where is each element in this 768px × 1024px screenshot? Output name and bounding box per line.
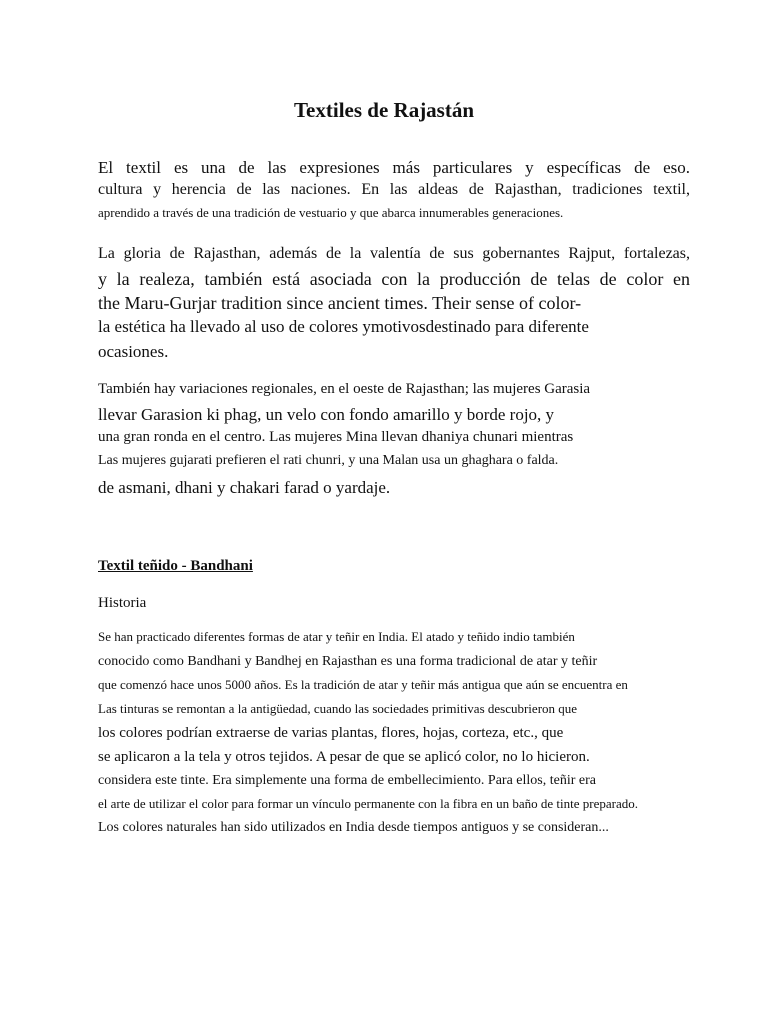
gloria-line: la estética ha llevado al uso de colores ymotivosdestinado para diferente [98,317,589,336]
subheading: Historia [98,595,147,611]
intro-line: cultura y herencia de las naciones. En las aldeas de Rajasthan, tradiciones textil, [98,181,690,198]
variaciones-line: una gran ronda en el centro. Las mujeres Mina llevan dhaniya chunari mientras [98,429,574,445]
variaciones-line: de asmani, dhani y chakari farad o yardaje. [98,478,391,497]
historia-line: los colores podrían extraerse de varias plantas, flores, hojas, corteza, etc., que [98,725,564,741]
intro-line: El textil es una de las expresiones más particulares y específicas de eso. [98,158,690,177]
variaciones-line: También hay variaciones regionales, en el oeste de Rajasthan; las mujeres Garasia [98,381,591,397]
historia-line: considera este tinte. Era simplemente una forma de embellecimiento. Para ellos, teñir era [98,773,596,788]
variaciones-line: Las mujeres gujarati prefieren el rati chunri, y una Malan usa un ghaghara o falda. [98,453,559,468]
gloria-line: the Maru-Gurjar tradition since ancient times. Their sense of color- [98,293,582,313]
historia-line: Los colores naturales han sido utilizados en India desde tiempos antiguos y se consideran... [98,820,609,835]
historia-line: se aplicaron a la tela y otros tejidos. A pesar de que se aplicó color, no lo hicieron. [98,749,590,765]
historia-line: el arte de utilizar el color para formar un vínculo permanente con la fibra en un baño de tinte preparado. [98,796,638,811]
historia-line: Las tinturas se remontan a la antigüedad, cuando las sociedades primitivas descubrieron que [98,701,578,716]
section-heading: Textil teñido - Bandhani [98,558,253,574]
historia-line: Se han practicado diferentes formas de atar y teñir en India. El atado y teñido indio también [98,629,575,644]
gloria-line: ocasiones. [98,342,169,361]
historia-line: que comenzó hace unos 5000 años. Es la tradición de atar y teñir más antigua que aún se encuentra en [98,677,628,692]
document-title: Textiles de Rajastán [293,98,475,122]
variaciones-line: llevar Garasion ki phag, un velo con fondo amarillo y borde rojo, y [98,405,555,424]
intro-line: aprendido a través de una tradición de vestuario y que abarca innumerables generaciones. [98,205,564,220]
gloria-line: La gloria de Rajasthan, además de la valentía de sus gobernantes Rajput, fortalezas, [98,245,690,262]
historia-line: conocido como Bandhani y Bandhej en Rajasthan es una forma tradicional de atar y teñir [98,654,598,669]
gloria-line: y la realeza, también está asociada con la producción de telas de color en [98,269,690,289]
